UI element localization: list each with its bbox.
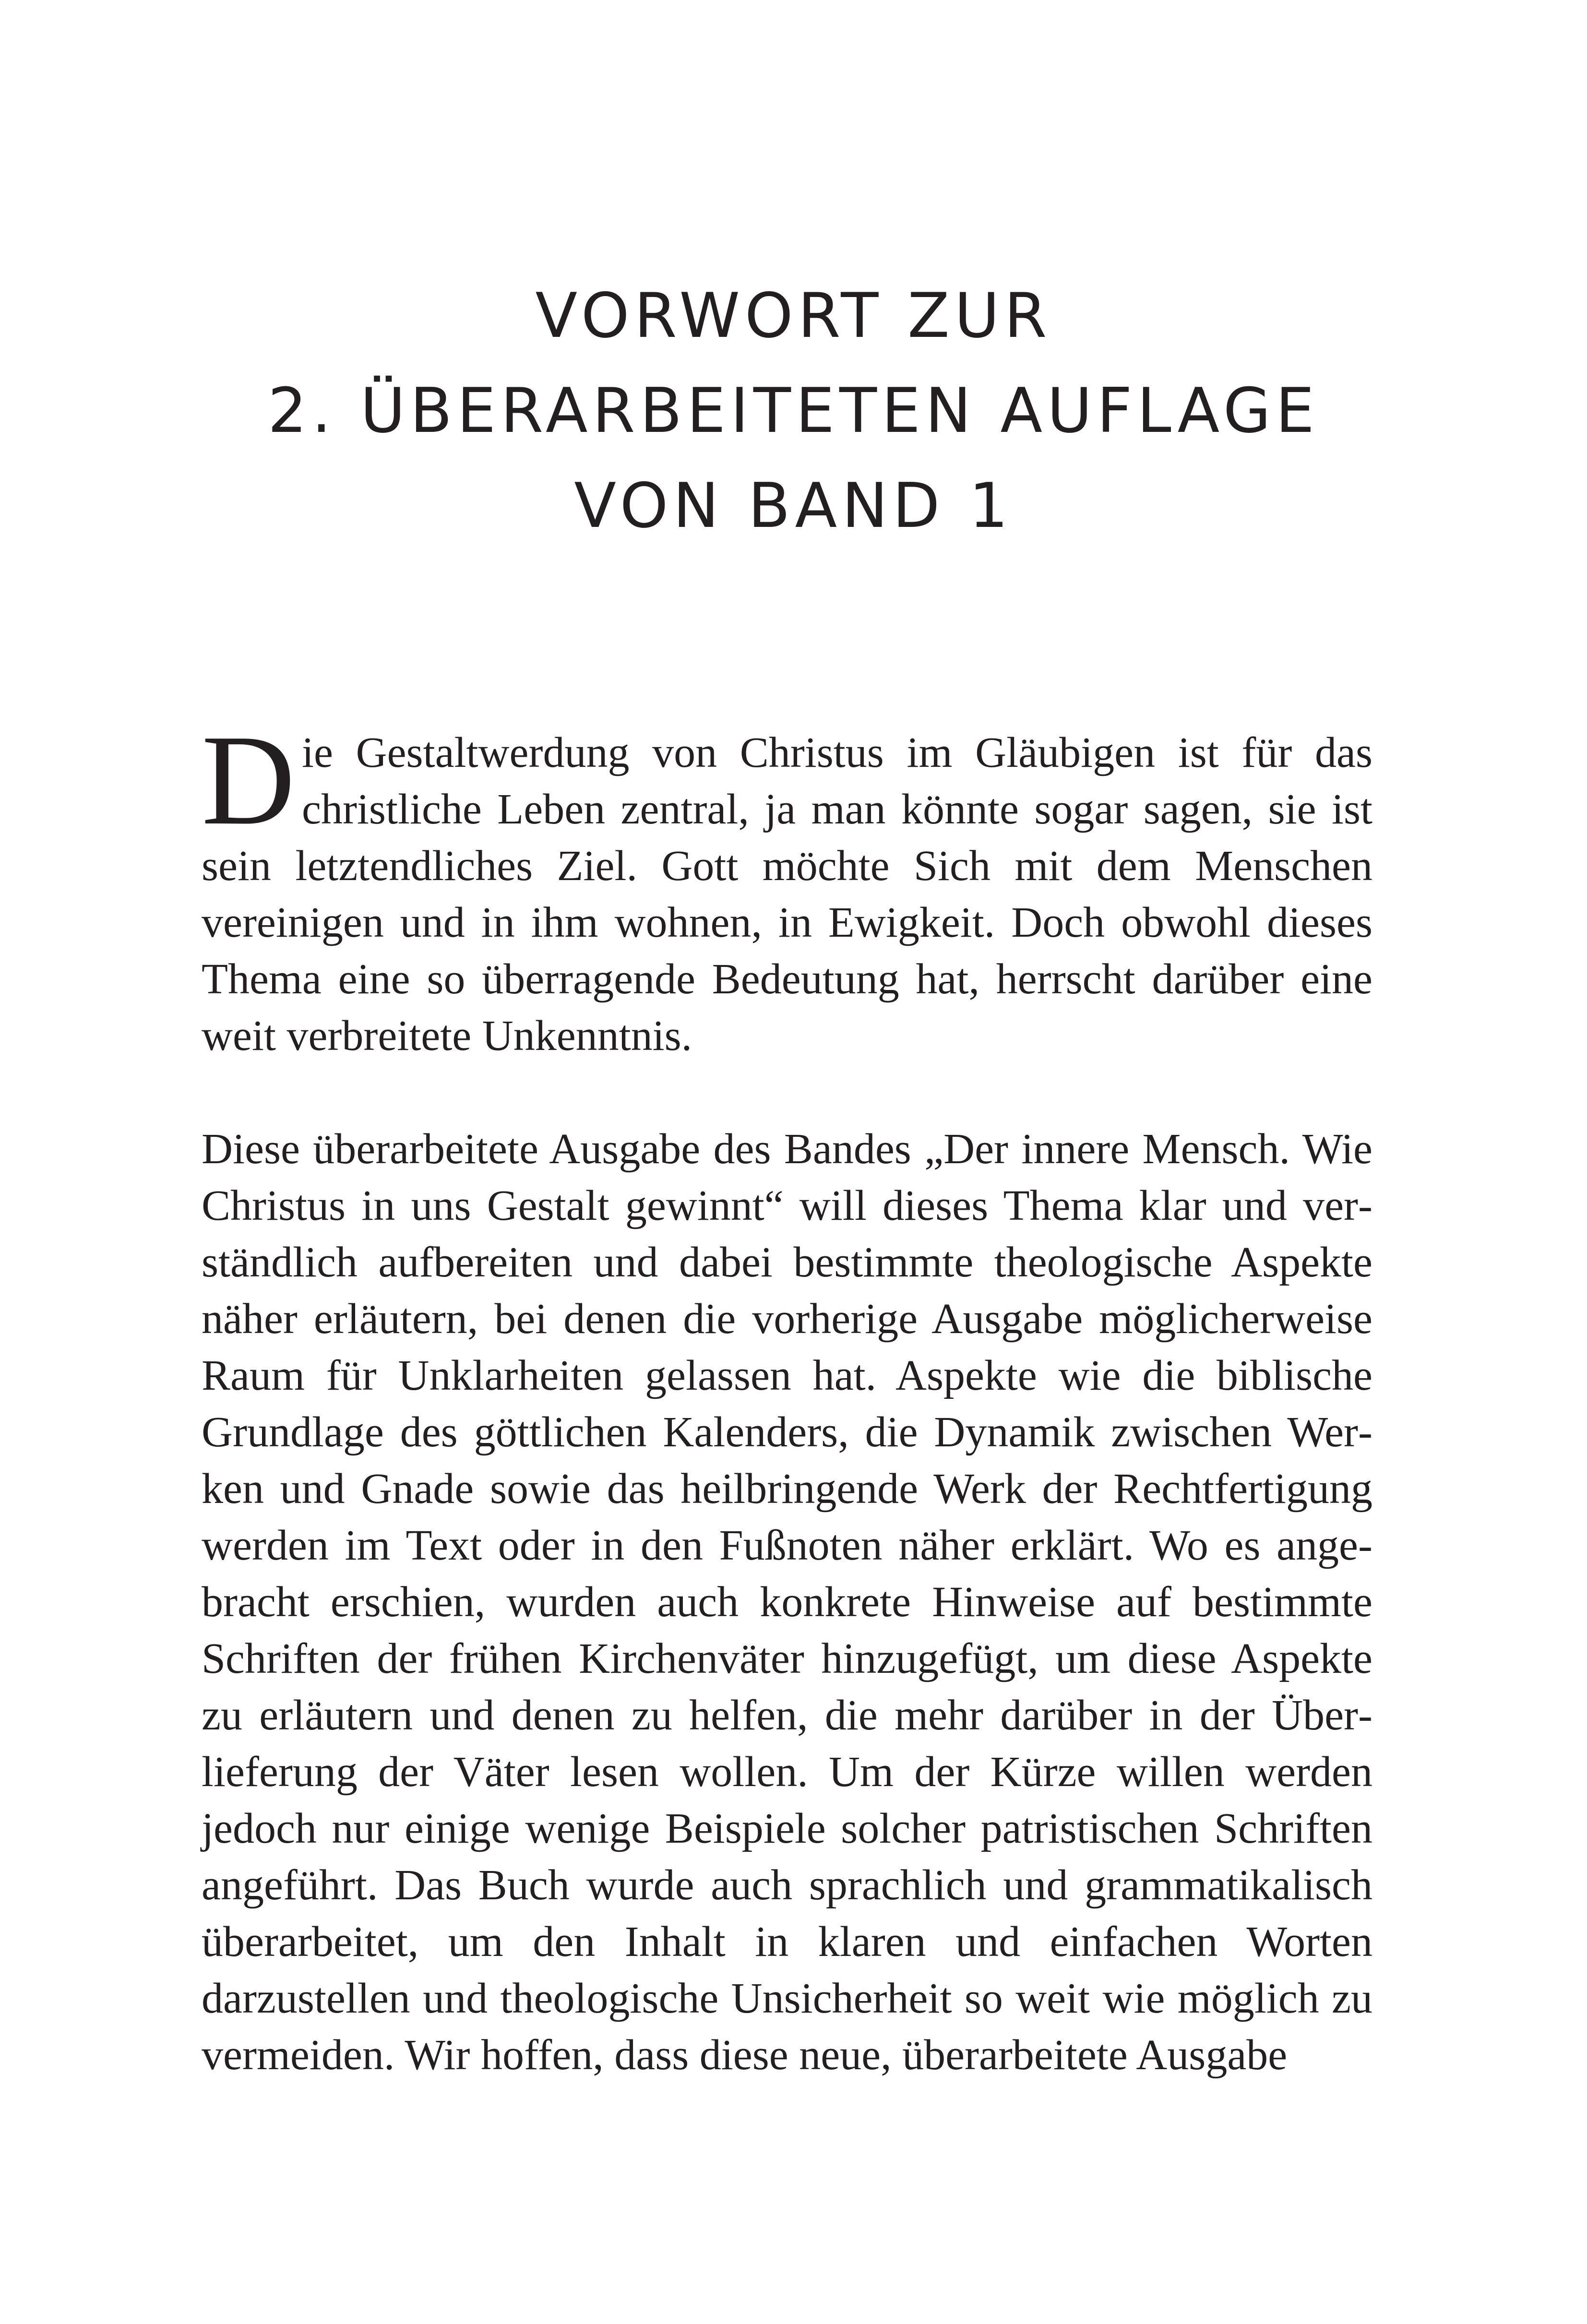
heading-line-1: VORWORT ZUR [535, 280, 1052, 352]
body-text [202, 708, 1372, 2084]
drop-cap-initial: D [202, 708, 295, 852]
chapter-heading [0, 269, 1587, 554]
paragraph-1-text: ie Gestaltwerdung von Christus im Gläubigen ist für das christliche Leben zentral, ja man könnte sogar sagen, sie ist sein letztendliches Ziel. Gott möchte Sich mit dem Menschen vereinigen und in ihm wohnen, in Ewigkeit. Doch obwohl dieses Thema eine so überragende Bedeutung hat, herrscht darüber eine weit verbreitete Unkenntnis. [202, 729, 1372, 1060]
paragraph-1 [202, 708, 1372, 1064]
heading-line-3: VON BAND 1 [574, 470, 1013, 542]
heading-line-2: 2. ÜBERARBEITETEN AUFLAGE [268, 375, 1319, 447]
paragraph-2: Diese überarbeitete Ausgabe des Bandes „Der innere Mensch. Wie Christus in uns Gestalt gewinnt“ will dieses Thema klar und verständlich aufbereiten und dabei bestimmte theologische Aspekte näher erläutern, bei denen die vorherige Ausgabe möglicherweise Raum für Unklarheiten gelassen hat. Aspekte wie die biblische Grundlage des göttlichen Kalenders, die Dynamik zwischen Werken und Gnade sowie das heilbringende Werk der Rechtfertigung werden im Text oder in den Fußnoten näher erklärt. Wo es angebracht erschien, wurden auch konkrete Hinweise auf bestimmte Schriften der frühen Kirchenväter hinzugefügt, um diese Aspekte zu erläutern und denen zu helfen, die mehr darüber in der Überlieferung der Väter lesen wollen. Um der Kürze willen werden jedoch nur einige wenige Beispiele solcher patristischen Schriften angeführt. Das Buch wurde auch sprachlich und grammatikalisch überarbeitet, um den Inhalt in klaren und einfachen Worten darzustellen und theologische Unsicherheit so weit wie möglich zu vermeiden. Wir hoffen, dass diese neue, überarbeitete Ausgabe [202, 1125, 1372, 2079]
